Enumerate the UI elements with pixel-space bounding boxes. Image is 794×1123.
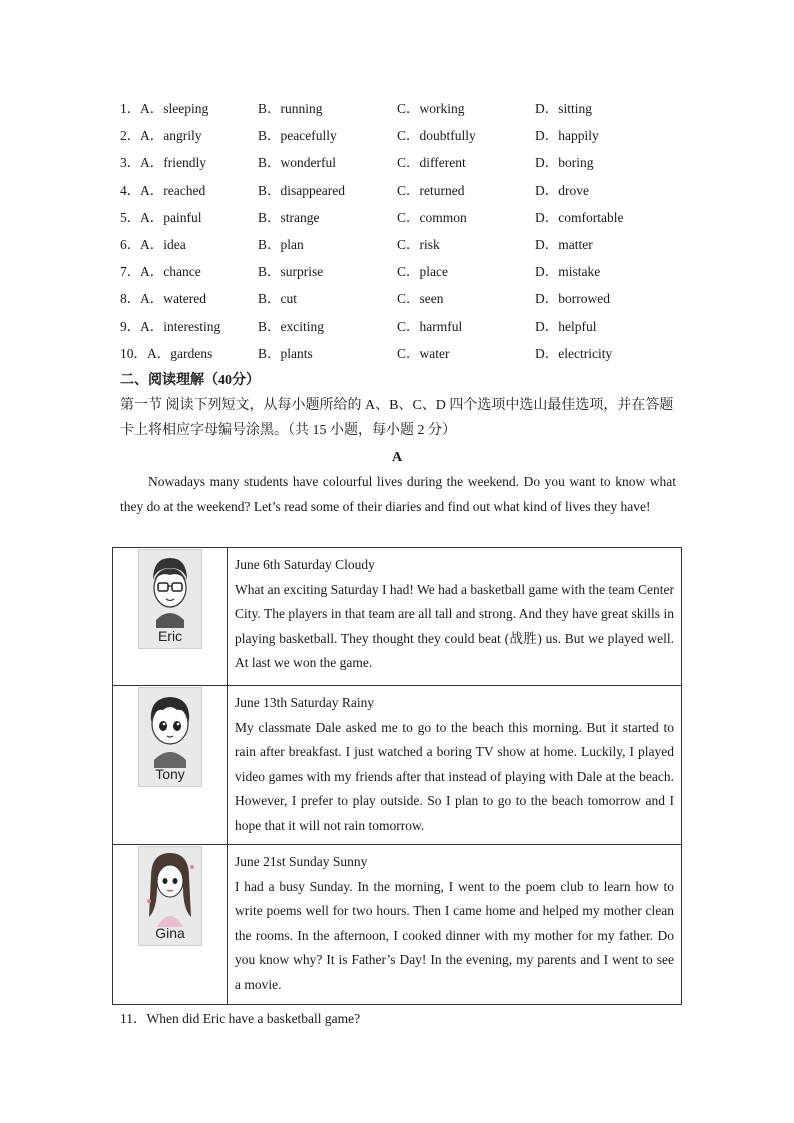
option-row bbox=[120, 260, 680, 280]
option-c: C．risk bbox=[397, 237, 440, 252]
option-d: D．drove bbox=[535, 182, 589, 198]
option-row bbox=[120, 315, 680, 335]
option-a: A．interesting bbox=[140, 318, 221, 334]
diary-text: What an exciting Saturday I had! We had a basketball game with the team Center City. The players in that team are all tall and strong. And they have great skills in playing basketball. They thought they could beat (战胜) us. But we played well. At last we won the game. bbox=[235, 581, 674, 670]
question-11: 11．When did Eric have a basketball game? bbox=[120, 1011, 361, 1026]
option-b: B．peacefully bbox=[258, 128, 337, 144]
option-c: C．doubtfully bbox=[397, 128, 476, 144]
option-d: D．electricity bbox=[535, 345, 613, 361]
option-b: B．exciting bbox=[258, 318, 324, 334]
option-c: C．different bbox=[397, 155, 466, 171]
option-a: A．watered bbox=[140, 291, 206, 307]
diary-text: My classmate Dale asked me to go to the beach this morning. But it started to rain after breakfast. I just watched a boring TV show at home. Luckily, I played video games with my friends after that instead of playing with Dale at the beach. However, I prefer to play outside. So I plan to go to the beach tomorrow and I hope that it will not rain tomorrow. bbox=[235, 719, 674, 833]
question-number: 5． bbox=[120, 209, 141, 225]
option-d: D．borrowed bbox=[535, 291, 610, 307]
option-a: A．friendly bbox=[140, 155, 206, 171]
option-row bbox=[120, 179, 680, 199]
question-number: 3． bbox=[120, 155, 141, 171]
option-a: A．chance bbox=[140, 264, 201, 280]
option-b: B．disappeared bbox=[258, 182, 345, 198]
option-row bbox=[120, 206, 680, 226]
option-row bbox=[120, 124, 680, 144]
diary-picture-cell bbox=[113, 845, 228, 1005]
diary-text-cell bbox=[228, 845, 682, 1005]
option-row bbox=[120, 97, 680, 117]
question-number: 4． bbox=[120, 182, 141, 198]
option-a: A．painful bbox=[140, 209, 202, 225]
diary-text-cell bbox=[228, 686, 682, 845]
section-heading: 二、阅读理解（40分） bbox=[120, 373, 260, 388]
option-b: B．plants bbox=[258, 345, 313, 361]
option-d: D．helpful bbox=[535, 318, 597, 334]
question-number: 10． bbox=[120, 345, 147, 361]
diary-date: June 13th Saturday Rainy bbox=[235, 695, 375, 710]
question-number: 6． bbox=[120, 237, 141, 252]
question-number: 1． bbox=[120, 101, 141, 116]
diary-date: June 6th Saturday Cloudy bbox=[235, 557, 375, 572]
eric-name-label: Eric bbox=[157, 628, 183, 644]
option-c: C．common bbox=[397, 209, 467, 225]
option-c: C．water bbox=[397, 345, 450, 361]
section-instructions: 第一节 阅读下列短文，从每小题所给的 A、B、C、D 四个选项中选山最佳选项，并在答题卡上将相应字母编号涂黑。（共 15 小题，每小题 2 分） bbox=[120, 398, 674, 438]
question-number: 2． bbox=[120, 128, 141, 144]
diary-row-eric bbox=[113, 548, 682, 686]
eric-avatar bbox=[138, 549, 202, 649]
option-c: C．working bbox=[397, 101, 465, 116]
gina-name-label: Gina bbox=[155, 925, 185, 941]
option-a: A．idea bbox=[140, 237, 186, 252]
option-row bbox=[120, 151, 680, 171]
diary-picture-cell bbox=[113, 548, 228, 686]
option-d: D．boring bbox=[535, 155, 594, 171]
option-d: D．happily bbox=[535, 128, 599, 144]
diary-text: I had a busy Sunday. In the morning, I went to the poem club to learn how to write poems well for two hours. Then I came home and helped my mother clean the rooms. In the afternoon, I cooked dinner with my mother for my father. Do you know why? It is Father’s Day! In the evening, my parents and I went to see a movie. bbox=[235, 878, 674, 992]
option-c: C．harmful bbox=[397, 318, 463, 334]
option-row bbox=[120, 342, 680, 362]
option-b: B．strange bbox=[258, 209, 320, 225]
option-b: B．surprise bbox=[258, 264, 324, 280]
option-a: A．gardens bbox=[147, 345, 213, 361]
question-number: 9． bbox=[120, 318, 141, 334]
option-row bbox=[120, 287, 680, 307]
passage-label: A bbox=[391, 450, 403, 465]
diary-text-cell bbox=[228, 548, 682, 686]
diary-row-tony bbox=[113, 686, 682, 845]
gina-avatar bbox=[138, 846, 202, 946]
option-a: A．reached bbox=[140, 182, 206, 198]
option-b: B．cut bbox=[258, 291, 297, 307]
option-a: A．sleeping bbox=[140, 101, 209, 116]
diary-date: June 21st Sunday Sunny bbox=[235, 854, 368, 869]
option-c: C．returned bbox=[397, 182, 465, 198]
option-b: B．wonderful bbox=[258, 155, 336, 171]
option-b: B．running bbox=[258, 101, 323, 116]
option-d: D．comfortable bbox=[535, 209, 624, 225]
tony-avatar bbox=[138, 687, 202, 787]
option-row bbox=[120, 233, 680, 253]
option-d: D．mistake bbox=[535, 264, 601, 280]
option-c: C．seen bbox=[397, 291, 444, 307]
question-number: 7． bbox=[120, 264, 141, 280]
diary-row-gina bbox=[113, 845, 682, 1005]
tony-name-label: Tony bbox=[155, 766, 185, 782]
option-b: B．plan bbox=[258, 237, 304, 252]
question-number: 8． bbox=[120, 291, 141, 307]
diary-table bbox=[112, 547, 682, 1005]
option-d: D．sitting bbox=[535, 101, 593, 116]
passage-intro: Nowadays many students have colourful lives during the weekend. Do you want to know what they do at the weekend? Let’s read some of their diaries and find out what kind of lives they have! bbox=[120, 474, 676, 514]
diary-picture-cell bbox=[113, 686, 228, 845]
option-c: C．place bbox=[397, 264, 448, 280]
option-d: D．matter bbox=[535, 237, 593, 252]
option-a: A．angrily bbox=[140, 128, 202, 144]
